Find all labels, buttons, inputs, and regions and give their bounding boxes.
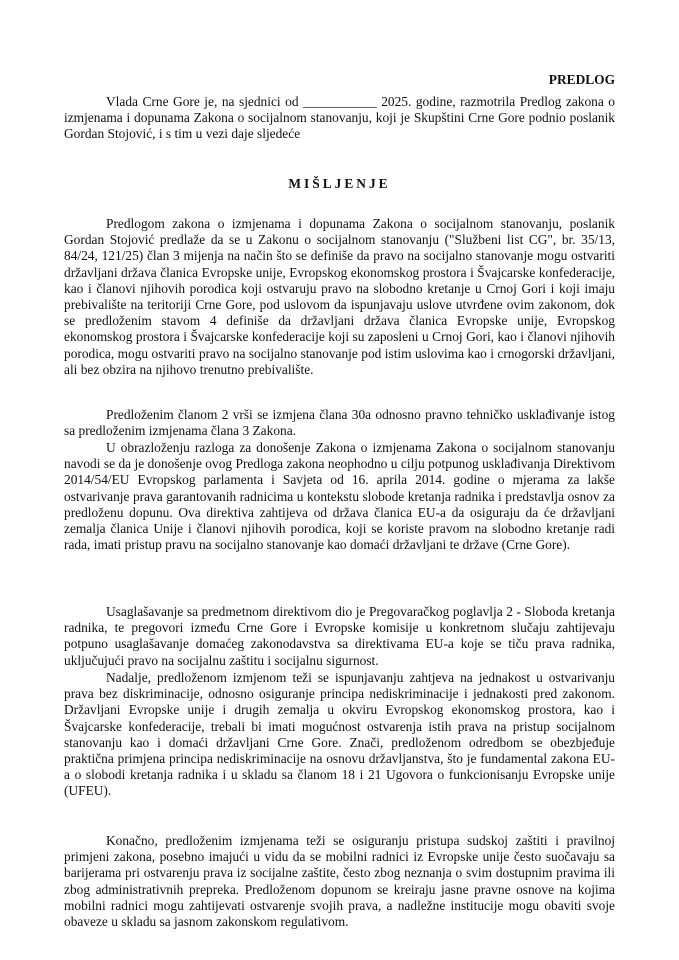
body-paragraph-1: Predlogom zakona o izmjenama i dopunama Zakona o socijalnom stanovanju, poslanik Gordan Stojović predlaže da se u Zakonu o socijalnom stanovanju ("Službeni list CG", br. 35/13, 84/24, 121/25) član 3 mijenja na način što se definiše da pravo na socijalno stanovanje mogu ostvariti državljani država članica Evropske unije, Evropskog ekonomskog prostora i Švajcarske konfederacije, kao i članovi njihovih porodica koji ostvaruju pravo na slobodno kretanje u Crnoj Gori i koji imaju prebivalište na teritoriji Crne Gore, pod uslovom da ispunjavaju uslove utvrđene ovim zakonom, dok se predloženim stavom 4 definiše da državljani država članica Evropske unije, Evropskog ekonomskog prostora i Švajcarske konfederacije koji su zaposleni u Crnoj Gori, kao i članovi njihovih porodica, mogu ostvariti pravo na socijalno stanovanje pod istim uslovima kao i crnogorski državljani, ali bez obzira na njihovo trenutno prebivalište. — [64, 216, 615, 377]
document-status-label: PREDLOG — [548, 72, 615, 87]
body-paragraph-2: Predloženim članom 2 vrši se izmjena člana 30a odnosno pravno tehničko usklađivanje istog sa predloženim izmjenama člana 3 Zakona. — [64, 407, 615, 439]
document-title: MIŠLJENJE — [288, 176, 391, 191]
body-paragraph-5: Nadalje, predloženom izmjenom teži se ispunjavanju zahtjeva na jednakost u ostvarivanju prava bez diskriminacije, odnosno osiguranje principa nediskriminacije i jednakosti pred zakonom. Državljani Evropske unije i drugih zemalja u okviru Evropskog ekonomskog prostora, kao i Švajcarske konfederacije, trebali bi imati mogućnost ostvarenja istih prava na pristup socijalnom stanovanju kao i domaći državljani Crne Gore. Znači, predloženom odredbom se obezbjeđuje praktična primjena principa nediskriminacije na osnovu državljanstva, što je fundamental zakona EU-a o slobodi kretanja radnika i u skladu sa članom 18 i 21 Ugovora o funkcionisanju Evropske unije (UFEU). — [64, 670, 615, 799]
body-paragraph-6: Konačno, predloženim izmjenama teži se osiguranju pristupa sudskoj zaštiti i pravilnoj primjeni zakona, posebno imajući u vidu da se mobilni radnici iz Evropske unije često suočavaju sa barijerama pri ostvarenju prava iz socijalne zaštite, često zbog neznanja o svim dostupnim pravima ili zbog administrativnih prepreka. Predloženom dopunom se kreiraju jasne pravne osnove na kojima mobilni radnici mogu zahtijevati ostvarenje svojih prava, a nadležne institucije mogu obaviti svoje obaveze u skladu sa jasnom zakonskom regulativom. — [64, 833, 615, 930]
intro-paragraph: Vlada Crne Gore je, na sjednici od ___________ 2025. godine, razmotrila Predlog zakona o izmjenama i dopunama Zakona o socijalnom stanovanju, koji je Skupštini Crne Gore podnio poslanik Gordan Stojović, i s tim u vezi daje sljedeće — [64, 94, 615, 142]
body-paragraph-3: U obrazloženju razloga za donošenje Zakona o izmjenama Zakona o socijalnom stanovanju navodi se da je donošenje ovog Predloga zakona neophodno u cilju potpunog usklađivanja Direktivom 2014/54/EU Evropskog parlamenta i Savjeta od 16. aprila 2014. godine o mjerama za lakše ostvarivanje prava garantovanih radnicima u kontekstu slobode kretanja radnika i predstavlja osnov za predloženu dopunu. Ova direktiva zahtijeva od država članica EU-a da osiguraju da će državljani zemalja članica Unije i članovi njihovih porodica, koji se koriste pravom na slobodno kretanje radi rada, imati pristup pravu na socijalno stanovanje kao domaći državljani te države (Crne Gore). — [64, 440, 615, 553]
body-paragraph-4: Usaglašavanje sa predmetnom direktivom dio je Pregovaračkog poglavlja 2 - Sloboda kretanja radnika, te pregovori između Crne Gore i Evropske komisije u konkretnom slučaju zahtijevaju potpuno usaglašavanje domaćeg zakonodavstva sa direktivama EU-a koje se tiču prava radnika, uključujući pravo na socijalnu zaštitu i socijalnu sigurnost. — [64, 604, 615, 668]
